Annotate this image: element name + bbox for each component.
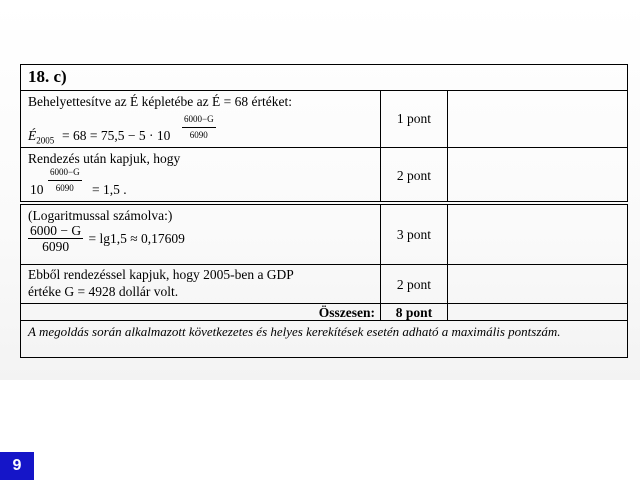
- row-2-text: Rendezés után kapjuk, hogy: [28, 151, 181, 166]
- row-1-text: Behelyettesítve az É képletébe az É = 68 értéket:: [28, 94, 292, 109]
- column-divider: [380, 90, 381, 201]
- column-divider: [447, 205, 448, 320]
- column-divider: [447, 90, 448, 201]
- row-1-points: 1 pont: [396, 111, 432, 126]
- row-2-points: 2 pont: [396, 168, 432, 183]
- total-label: Összesen:: [318, 305, 375, 320]
- total-points: 8 pont: [395, 305, 433, 320]
- row-divider: [21, 303, 627, 304]
- scoring-note: A megoldás során alkalmazott következetes és helyes kerekítések esetén adható a maximális pontszám.: [28, 324, 561, 339]
- row-3-text: (Logaritmussal számolva:): [28, 208, 173, 223]
- task-title: 18. c): [28, 67, 67, 86]
- row-4-points: 2 pont: [396, 277, 432, 292]
- page-number-badge: 9: [0, 452, 34, 480]
- table-upper-block: 18. c) Behelyettesítve az É képletébe az É = 68 értéket: $É_{2005}$ = 68 = 75,5 − 5 · 10 $\frac{6000-G}{6090}$ 1 pont Rendezés után kapjuk, hogy 10 $\frac{6000-G}{6090}$ = 1,5 . 2 pont: [20, 64, 628, 202]
- column-divider: [380, 205, 381, 320]
- row-divider: [21, 320, 627, 321]
- row-divider: [21, 264, 627, 265]
- row-1-exponent: $\frac{6000-G}{6090}$: [184, 114, 214, 140]
- row-4-text-line2: értéke G = 4928 dollár volt.: [28, 284, 179, 299]
- row-divider: [21, 147, 627, 148]
- row-2-exponent: $\frac{6000-G}{6090}$: [50, 167, 80, 193]
- row-3-points: 3 pont: [396, 227, 432, 242]
- row-4-text-line1: Ebből rendezéssel kapjuk, hogy 2005-ben a GDP: [28, 267, 294, 282]
- row-divider: [21, 90, 627, 91]
- row-1-lhs: $É_{2005}$: [28, 128, 55, 146]
- row-3-fraction: $\frac{6000 - G}{6090}$: [30, 223, 82, 254]
- row-3-equation: $\frac{6000 - G}{6090}$ = lg1,5 ≈ 0,17609: [30, 223, 185, 254]
- row-1-rhs: = 68 = 75,5 − 5 · 10: [62, 128, 171, 143]
- scoring-table: [20, 64, 628, 358]
- table-lower-block: [20, 204, 628, 358]
